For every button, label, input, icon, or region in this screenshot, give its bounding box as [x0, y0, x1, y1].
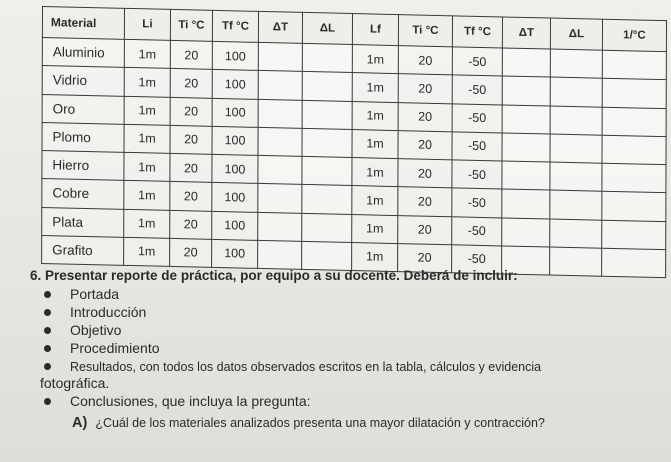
cell-material-name: Oro [42, 94, 124, 124]
table-cell [258, 42, 302, 71]
table-cell [602, 163, 666, 193]
table-cell [302, 185, 352, 214]
table-cell: -50 [452, 188, 502, 217]
list-item-portada: Portada [40, 286, 668, 302]
cell-material-name: Cobre [42, 179, 124, 209]
header-li: Li [124, 8, 170, 40]
table-cell: 20 [398, 46, 452, 75]
question-label: A) [72, 415, 88, 431]
table-cell: 20 [398, 215, 452, 244]
table-cell [302, 156, 352, 185]
header-ti-2: Ti °C [398, 15, 452, 47]
data-table [41, 6, 667, 278]
question-text: ¿Cuál de los materiales analizados presenta una mayor dilatación y contracción? [95, 416, 545, 430]
table-cell [258, 184, 302, 213]
table-cell: 100 [212, 70, 258, 99]
table-cell [502, 189, 550, 218]
table-cell [302, 128, 352, 157]
table-cell [602, 50, 666, 80]
table-cell: 20 [398, 102, 452, 131]
table-cell [550, 134, 602, 163]
table-cell [550, 77, 602, 106]
table-cell [258, 127, 302, 156]
list-item-conclusiones: Conclusiones, que incluya la pregunta: [40, 393, 668, 409]
table-cell: 20 [170, 153, 212, 182]
table-cell [502, 48, 550, 77]
table-cell: 100 [212, 98, 258, 127]
instructions-section [30, 268, 668, 431]
table-cell [258, 240, 302, 269]
table-cell: 20 [170, 69, 212, 98]
table-body [42, 38, 667, 278]
table-cell: 1m [124, 181, 170, 210]
table-cell [602, 78, 666, 108]
header-ti: Ti °C [170, 9, 212, 41]
table-cell [258, 155, 302, 184]
table-cell: 1m [352, 214, 398, 243]
table-cell: 20 [398, 159, 452, 188]
table-cell: 1m [352, 242, 398, 271]
table-cell [550, 49, 602, 78]
cell-material-name: Plata [42, 207, 124, 237]
table-cell: 1m [124, 152, 170, 181]
table-cell: -50 [452, 103, 502, 132]
table-cell [602, 135, 666, 165]
table-cell: -50 [452, 47, 502, 76]
table-cell [550, 162, 602, 191]
table-cell: 100 [212, 126, 258, 155]
cell-material-name: Plomo [42, 122, 124, 152]
list-item-resultados: Resultados, con todos los datos observados escritos en la tabla, cálculos y evidencia fotográfica. [40, 358, 668, 391]
table-cell: -50 [452, 132, 502, 161]
table-cell [302, 241, 352, 270]
table-cell [302, 213, 352, 242]
table-cell: 1m [124, 209, 170, 238]
table-cell: -50 [452, 160, 502, 189]
table-cell [602, 220, 666, 250]
requirements-list [40, 286, 668, 409]
table-cell: 20 [170, 238, 212, 267]
list-item-objetivo: Objetivo [40, 322, 668, 338]
table-cell: 20 [170, 210, 212, 239]
table-cell [502, 217, 550, 246]
cell-material-name: Aluminio [42, 38, 124, 68]
table-cell: 1m [352, 129, 398, 158]
table-cell: -50 [452, 245, 502, 274]
table-cell: -50 [452, 216, 502, 245]
table-cell: 1m [124, 237, 170, 266]
table-cell [302, 100, 352, 129]
header-delta-l-2: ΔL [550, 18, 602, 50]
table-cell: 1m [352, 101, 398, 130]
header-delta-t-2: ΔT [502, 17, 550, 49]
table-cell: 20 [170, 182, 212, 211]
table-cell: 20 [398, 130, 452, 159]
question-line [72, 415, 668, 431]
table-cell: 100 [212, 41, 258, 70]
table-cell [550, 106, 602, 135]
cell-material-name: Vidrio [42, 66, 124, 96]
list-item-resultados-continuation: fotográfica. [40, 375, 110, 391]
header-coefficient: 1/°C [602, 19, 666, 51]
table-cell: 1m [124, 96, 170, 125]
data-table-container [41, 6, 666, 278]
table-cell: 1m [352, 73, 398, 102]
header-tf: Tf °C [212, 10, 258, 42]
table-cell: 100 [212, 239, 258, 268]
table-cell [502, 76, 550, 105]
list-item-procedimiento: Procedimiento [40, 340, 668, 356]
table-cell: 100 [212, 183, 258, 212]
instructions-heading: 6. Presentar reporte de práctica, por equipo a su docente. Deberá de incluir: [30, 268, 518, 283]
table-cell [302, 43, 352, 72]
table-cell [602, 191, 666, 221]
cell-material-name: Grafito [42, 235, 124, 265]
header-tf-2: Tf °C [452, 16, 502, 48]
table-cell: 1m [124, 124, 170, 153]
list-item-introduccion: Introducción [40, 304, 668, 320]
header-material: Material [42, 7, 124, 40]
table-cell: 20 [170, 97, 212, 126]
table-cell: 20 [398, 187, 452, 216]
table-cell [550, 190, 602, 219]
table-cell: 100 [212, 211, 258, 240]
cell-material-name: Hierro [42, 151, 124, 181]
table-cell [602, 107, 666, 137]
header-delta-l: ΔL [302, 12, 352, 44]
table-cell: -50 [452, 75, 502, 104]
table-cell: 1m [352, 158, 398, 187]
table-cell: 20 [398, 74, 452, 103]
table-cell [550, 219, 602, 248]
table-cell: 20 [170, 40, 212, 69]
table-cell: 1m [124, 39, 170, 68]
header-delta-t: ΔT [258, 11, 302, 43]
table-cell: 1m [124, 68, 170, 97]
table-cell: 100 [212, 154, 258, 183]
table-cell: 20 [170, 125, 212, 154]
header-lf: Lf [352, 14, 398, 46]
table-cell [502, 161, 550, 190]
table-cell [502, 133, 550, 162]
table-cell: 1m [352, 186, 398, 215]
table-cell [502, 104, 550, 133]
table-cell: 1m [352, 45, 398, 74]
table-cell: 20 [398, 243, 452, 272]
table-cell [258, 71, 302, 100]
table-cell [258, 212, 302, 241]
table-cell [258, 99, 302, 128]
table-cell [302, 72, 352, 101]
